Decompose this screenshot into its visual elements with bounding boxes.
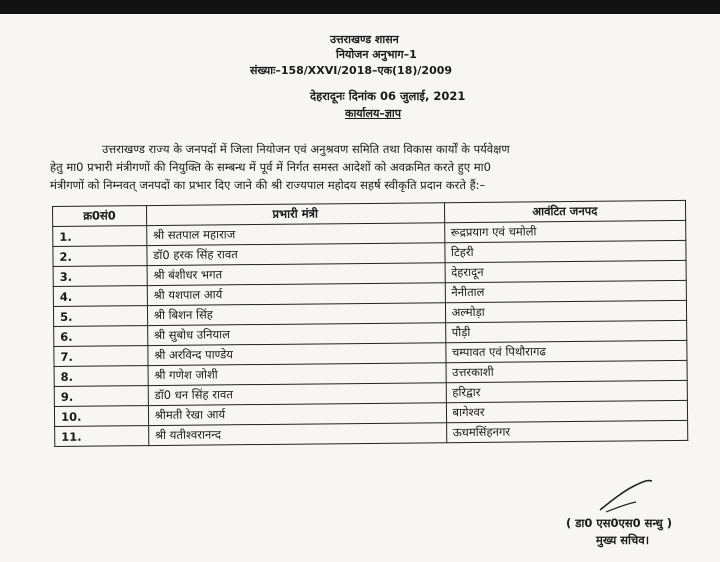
- serial-cell: 9.: [54, 386, 148, 407]
- minister-cell: श्री सुबोध उनियाल: [147, 323, 445, 346]
- district-cell: बागेश्वर: [446, 400, 688, 422]
- reference-number: संख्याः–158/XXVI/2018–एक(18)/2009: [250, 64, 453, 77]
- district-cell: टिहरी: [444, 240, 686, 262]
- minister-cell: श्री बंशीधर भगत: [147, 263, 445, 286]
- minister-cell: श्री यशपाल आर्य: [147, 283, 445, 306]
- serial-cell: 3.: [53, 266, 147, 287]
- body-paragraph-line-1: उत्तराखण्ड राज्य के जनपदों में जिला नियोजन एवं अनुश्रवण समिति तथा विकास कार्यों के पर्यवेक्षण: [102, 142, 510, 156]
- department-header: नियोजन अनुभाग–1: [336, 48, 417, 61]
- serial-cell: 4.: [53, 286, 147, 307]
- serial-cell: 1.: [53, 226, 147, 247]
- header-serial: क्र0सं0: [53, 206, 147, 227]
- minister-cell: श्री गणेश जोशी: [148, 363, 446, 386]
- serial-cell: 10.: [54, 406, 148, 427]
- minister-cell: श्री यतीश्वरानन्द: [148, 423, 446, 446]
- govt-header: उत्तराखण्ड शासन: [330, 33, 399, 46]
- serial-cell: 11.: [55, 426, 149, 447]
- district-cell: अल्मोड़ा: [445, 300, 687, 322]
- district-cell: नैनीताल: [445, 280, 687, 302]
- minister-cell: डॉ0 धन सिंह रावत: [148, 383, 446, 406]
- district-cell: देहरादून: [445, 260, 687, 282]
- minister-cell: डॉ0 हरक सिंह रावत: [147, 243, 445, 266]
- signatory-name: ( डा0 एस0एस0 सन्धु ): [566, 516, 672, 530]
- body-paragraph-line-3: मंत्रीगणों को निम्नवत् जनपदों का प्रभार दिए जाने की श्री राज्यपाल महोदय सहर्ष स्वीकृति प्रदान करते हैं:–: [50, 178, 486, 192]
- serial-cell: 6.: [54, 326, 148, 347]
- minister-cell: श्री बिशन सिंह: [147, 303, 445, 326]
- header-district: आवंटित जनपद: [444, 200, 686, 222]
- district-cell: उत्तरकाशी: [446, 360, 688, 382]
- district-cell: रूद्रप्रयाग एवं चमोली: [444, 220, 686, 242]
- district-cell: ऊधमसिंहनगर: [446, 420, 688, 442]
- serial-cell: 5.: [53, 306, 147, 327]
- place-date: देहरादूनः दिनांक 06 जुलाई, 2021: [310, 89, 466, 103]
- minister-allocation-table: [52, 200, 688, 447]
- minister-cell: श्री सतपाल महाराज: [146, 223, 444, 246]
- header-minister: प्रभारी मंत्री: [146, 203, 444, 226]
- memo-title: कार्यालय–ज्ञाप: [345, 107, 402, 120]
- district-cell: पौड़ी: [445, 320, 687, 342]
- serial-cell: 7.: [54, 346, 148, 367]
- body-paragraph-line-2: हेतु मा0 प्रभारी मंत्रीगणों की नियुक्ति के सम्बन्ध में पूर्व में निर्गत समस्त आदेशों को अवक्रमित करते हुए मा0: [50, 160, 491, 174]
- district-cell: चम्पावत एवं पिथौरागढ: [445, 340, 687, 362]
- serial-cell: 8.: [54, 366, 148, 387]
- serial-cell: 2.: [53, 246, 147, 267]
- district-cell: हरिद्वार: [446, 380, 688, 402]
- top-dark-bar: [0, 0, 720, 14]
- signatory-title: मुख्य सचिव।: [596, 533, 650, 547]
- minister-cell: श्री अरविन्द पाण्डेय: [148, 343, 446, 366]
- signature-scribble: [596, 478, 656, 514]
- minister-cell: श्रीमती रेखा आर्य: [148, 403, 446, 426]
